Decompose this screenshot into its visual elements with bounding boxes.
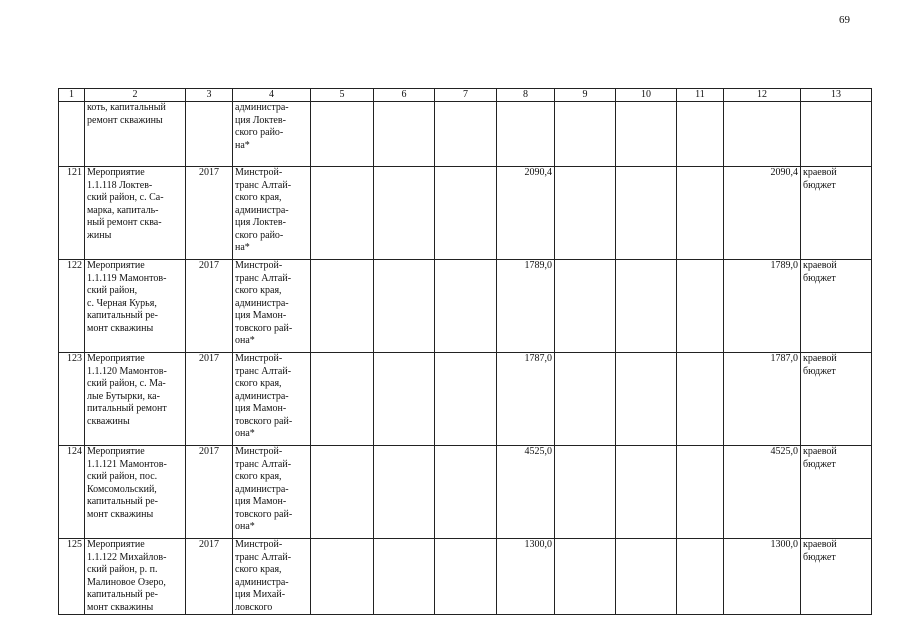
measure-executor: Минстрой- транс Алтай- ского края, администра- ция Мамон- товского рай- она* — [233, 353, 311, 446]
measure-executor: администра- ция Локтев- ского райо- на* — [233, 102, 311, 167]
measure-year: 2017 — [186, 167, 233, 260]
cell-col-6 — [374, 539, 435, 615]
cell-col-8: 1789,0 — [497, 260, 555, 353]
cell-col-6 — [374, 353, 435, 446]
table-row — [59, 446, 872, 539]
header-cell-13: 13 — [801, 89, 872, 102]
measure-executor: Минстрой- транс Алтай- ского края, администра- ция Мамон- товского рай- она* — [233, 260, 311, 353]
table-row — [59, 353, 872, 446]
table-row — [59, 102, 872, 167]
row-number: 123 — [59, 353, 85, 446]
cell-col-12: 2090,4 — [724, 167, 801, 260]
cell-col-10 — [616, 167, 677, 260]
cell-col-11 — [677, 353, 724, 446]
page-number: 69 — [839, 14, 850, 26]
table-row — [59, 167, 872, 260]
table-row — [59, 260, 872, 353]
cell-col-6 — [374, 102, 435, 167]
row-number — [59, 102, 85, 167]
cell-col-8: 4525,0 — [497, 446, 555, 539]
funding-source — [801, 102, 872, 167]
measure-year: 2017 — [186, 260, 233, 353]
cell-col-10 — [616, 260, 677, 353]
cell-col-12: 1789,0 — [724, 260, 801, 353]
cell-col-11 — [677, 102, 724, 167]
header-cell-2: 2 — [85, 89, 186, 102]
cell-col-7 — [435, 260, 497, 353]
row-number: 125 — [59, 539, 85, 615]
measure-name: коть, капитальный ремонт скважины — [85, 102, 186, 167]
cell-col-11 — [677, 167, 724, 260]
header-cell-12: 12 — [724, 89, 801, 102]
funding-source: краевой бюджет — [801, 539, 872, 615]
cell-col-11 — [677, 539, 724, 615]
measure-name: Мероприятие 1.1.118 Локтев- ский район, с. Са- марка, капиталь- ный ремонт сква- жины — [85, 167, 186, 260]
measure-name: Мероприятие 1.1.121 Мамонтов- ский район, пос. Комсомольский, капитальный ре- монт скважины — [85, 446, 186, 539]
cell-col-10 — [616, 102, 677, 167]
cell-col-11 — [677, 446, 724, 539]
cell-col-7 — [435, 167, 497, 260]
cell-col-5 — [311, 167, 374, 260]
funding-source: краевой бюджет — [801, 353, 872, 446]
cell-col-9 — [555, 167, 616, 260]
header-cell-9: 9 — [555, 89, 616, 102]
cell-col-6 — [374, 167, 435, 260]
measure-name: Мероприятие 1.1.120 Мамонтов- ский район, с. Ма- лые Бутырки, ка- питальный ремонт скважины — [85, 353, 186, 446]
measure-executor: Минстрой- транс Алтай- ского края, администра- ция Мамон- товского рай- она* — [233, 446, 311, 539]
cell-col-12 — [724, 102, 801, 167]
header-row — [59, 89, 872, 102]
cell-col-9 — [555, 446, 616, 539]
cell-col-5 — [311, 446, 374, 539]
cell-col-11 — [677, 260, 724, 353]
measure-year: 2017 — [186, 539, 233, 615]
cell-col-7 — [435, 539, 497, 615]
cell-col-12: 4525,0 — [724, 446, 801, 539]
cell-col-9 — [555, 539, 616, 615]
measure-name: Мероприятие 1.1.119 Мамонтов- ский район, с. Черная Курья, капитальный ре- монт скважины — [85, 260, 186, 353]
cell-col-5 — [311, 102, 374, 167]
measure-year: 2017 — [186, 353, 233, 446]
program-table — [58, 88, 872, 615]
header-cell-6: 6 — [374, 89, 435, 102]
cell-col-9 — [555, 260, 616, 353]
cell-col-6 — [374, 260, 435, 353]
funding-source: краевой бюджет — [801, 167, 872, 260]
header-cell-10: 10 — [616, 89, 677, 102]
cell-col-10 — [616, 446, 677, 539]
measure-year: 2017 — [186, 446, 233, 539]
cell-col-8: 1300,0 — [497, 539, 555, 615]
cell-col-7 — [435, 353, 497, 446]
cell-col-7 — [435, 446, 497, 539]
cell-col-5 — [311, 260, 374, 353]
cell-col-8: 2090,4 — [497, 167, 555, 260]
cell-col-9 — [555, 102, 616, 167]
header-cell-8: 8 — [497, 89, 555, 102]
header-cell-11: 11 — [677, 89, 724, 102]
table-row — [59, 539, 872, 615]
measure-executor: Минстрой- транс Алтай- ского края, администра- ция Локтев- ского райо- на* — [233, 167, 311, 260]
cell-col-9 — [555, 353, 616, 446]
cell-col-8 — [497, 102, 555, 167]
cell-col-12: 1787,0 — [724, 353, 801, 446]
header-cell-5: 5 — [311, 89, 374, 102]
funding-source: краевой бюджет — [801, 260, 872, 353]
measure-name: Мероприятие 1.1.122 Михайлов- ский район, р. п. Малиновое Озеро, капитальный ре- монт скважины — [85, 539, 186, 615]
cell-col-6 — [374, 446, 435, 539]
header-cell-4: 4 — [233, 89, 311, 102]
row-number: 124 — [59, 446, 85, 539]
measure-year — [186, 102, 233, 167]
cell-col-8: 1787,0 — [497, 353, 555, 446]
cell-col-10 — [616, 539, 677, 615]
row-number: 121 — [59, 167, 85, 260]
cell-col-12: 1300,0 — [724, 539, 801, 615]
cell-col-7 — [435, 102, 497, 167]
cell-col-10 — [616, 353, 677, 446]
cell-col-5 — [311, 539, 374, 615]
measure-executor: Минстрой- транс Алтай- ского края, администра- ция Михай- ловского — [233, 539, 311, 615]
header-cell-3: 3 — [186, 89, 233, 102]
header-cell-1: 1 — [59, 89, 85, 102]
funding-source: краевой бюджет — [801, 446, 872, 539]
header-cell-7: 7 — [435, 89, 497, 102]
cell-col-5 — [311, 353, 374, 446]
row-number: 122 — [59, 260, 85, 353]
